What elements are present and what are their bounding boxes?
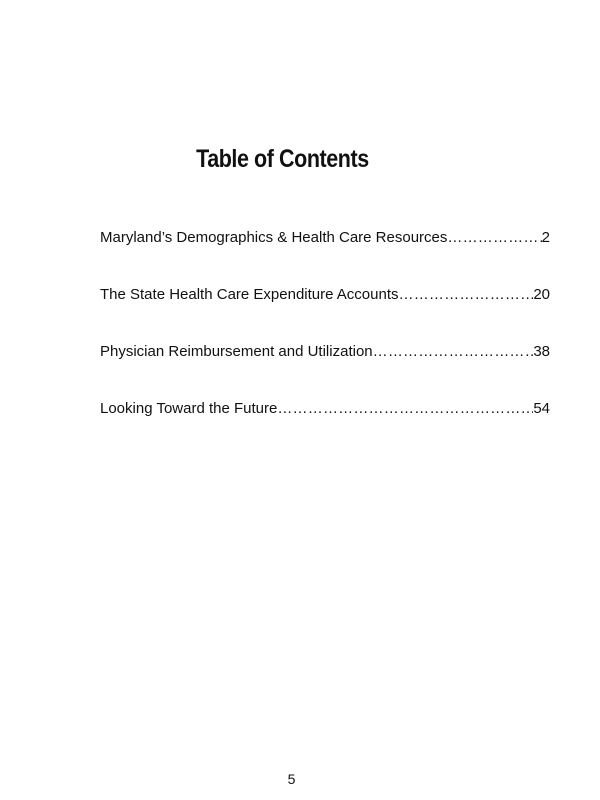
dot-leader [399,283,534,307]
toc-entry-page: 2 [541,229,550,246]
dot-leader [447,226,541,250]
table-of-contents [100,226,550,454]
toc-entry [100,283,550,340]
toc-entry-title: Maryland’s Demographics & Health Care Resources [100,229,448,246]
toc-entry [100,397,550,454]
dot-leader [277,397,533,421]
toc-entry-page: 20 [533,286,550,303]
toc-entry [100,340,550,397]
toc-entry-title: The State Health Care Expenditure Accounts [100,286,399,303]
page-title: Table of Contents [196,145,369,173]
toc-entry-page: 38 [533,343,550,360]
toc-entry [100,226,550,283]
dot-leader [373,340,534,364]
page-number: 5 [287,771,296,787]
toc-entry-title: Looking Toward the Future [100,400,278,417]
toc-entry-page: 54 [533,400,550,417]
toc-entry-title: Physician Reimbursement and Utilization [100,343,373,360]
